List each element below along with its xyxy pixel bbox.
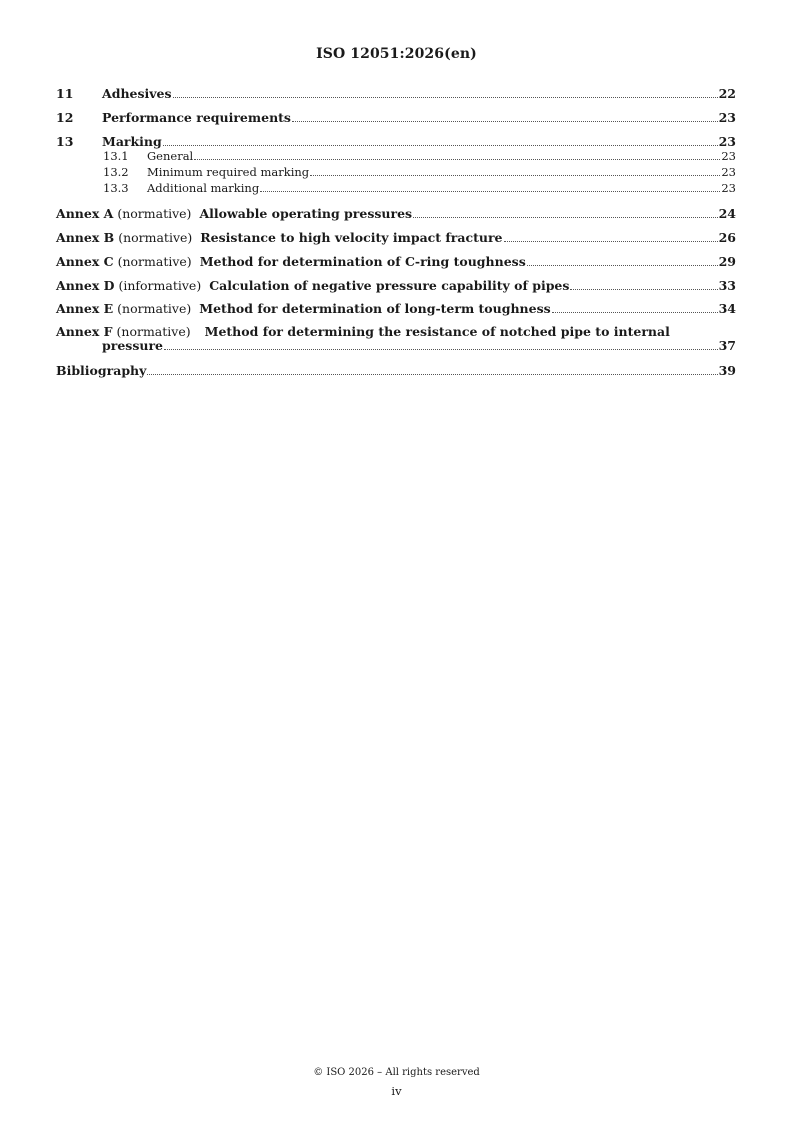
clause-title: Marking bbox=[102, 134, 162, 149]
annex-title-line-1: Method for determining the resistance of notched pipe to internal bbox=[204, 324, 670, 339]
subclause-number: 13.2 bbox=[103, 165, 129, 179]
annex-title: Calculation of negative pressure capability of pipes bbox=[209, 278, 570, 293]
toc-entry-subclause-13-3[interactable] bbox=[56, 182, 736, 195]
dot-leader bbox=[413, 216, 718, 218]
page-number: 39 bbox=[718, 363, 736, 378]
bibliography-title: Bibliography bbox=[56, 363, 147, 378]
annex-title: Resistance to high velocity impact fracture bbox=[200, 230, 503, 245]
annex-label: Annex A bbox=[56, 206, 114, 221]
dot-leader bbox=[194, 158, 720, 160]
dot-leader bbox=[163, 144, 718, 146]
annex-label: Annex E bbox=[56, 301, 114, 316]
page-number: 24 bbox=[718, 206, 736, 221]
toc-entry-annex-e[interactable] bbox=[56, 301, 736, 316]
annex-type: (normative) bbox=[117, 206, 192, 221]
dot-leader bbox=[147, 373, 717, 375]
annex-f-second-line bbox=[56, 339, 736, 353]
annex-label: Annex C bbox=[56, 254, 114, 269]
page-header-title: ISO 12051:2026(en) bbox=[316, 46, 477, 62]
annex-title-line-2: pressure bbox=[102, 338, 163, 353]
dot-leader bbox=[552, 311, 718, 313]
toc-entry-subclause-13-1[interactable] bbox=[56, 150, 736, 163]
annex-title: Allowable operating pressures bbox=[199, 206, 413, 221]
clause-number: 11 bbox=[56, 86, 74, 101]
toc-entry-annex-d[interactable] bbox=[56, 278, 736, 293]
toc-entry-clause-13[interactable] bbox=[56, 134, 736, 149]
toc-entry-clause-11[interactable] bbox=[56, 86, 736, 101]
dot-leader bbox=[504, 240, 718, 242]
page-number: 23 bbox=[721, 149, 736, 163]
annex-title: Method for determination of long-term toughness bbox=[199, 301, 551, 316]
annex-label: Annex D bbox=[56, 278, 115, 293]
annex-type: (normative) bbox=[116, 324, 191, 339]
annex-type: (informative) bbox=[118, 278, 202, 293]
annex-type: (normative) bbox=[118, 230, 193, 245]
page-number: 23 bbox=[718, 134, 736, 149]
page-number: 22 bbox=[718, 86, 736, 101]
copyright-notice: © ISO 2026 – All rights reserved bbox=[313, 1067, 480, 1078]
subclause-title: Additional marking bbox=[147, 181, 260, 195]
annex-f-first-line bbox=[56, 325, 736, 339]
clause-number: 13 bbox=[56, 134, 74, 149]
page-number-footer: iv bbox=[391, 1084, 402, 1098]
page-number: 33 bbox=[718, 278, 736, 293]
dot-leader bbox=[527, 264, 718, 266]
subclause-number: 13.1 bbox=[103, 149, 129, 163]
annex-type: (normative) bbox=[117, 254, 192, 269]
annex-title: Method for determination of C-ring toughness bbox=[199, 254, 526, 269]
page-number: 23 bbox=[721, 165, 736, 179]
clause-title: Performance requirements bbox=[102, 110, 291, 125]
clause-title: Adhesives bbox=[102, 86, 172, 101]
toc-entry-subclause-13-2[interactable] bbox=[56, 166, 736, 179]
toc-entry-clause-12[interactable] bbox=[56, 110, 736, 125]
toc-entry-annex-a[interactable] bbox=[56, 206, 736, 221]
page-number: 23 bbox=[721, 181, 736, 195]
page-number: 23 bbox=[718, 110, 736, 125]
dot-leader bbox=[260, 190, 720, 192]
page-number: 34 bbox=[718, 301, 736, 316]
clause-number: 12 bbox=[56, 110, 74, 125]
annex-label: Annex B bbox=[56, 230, 115, 245]
annex-label: Annex F bbox=[56, 324, 113, 339]
toc-entry-annex-c[interactable] bbox=[56, 254, 736, 269]
dot-leader bbox=[570, 288, 717, 290]
page-number: 26 bbox=[718, 230, 736, 245]
toc-entry-annex-f[interactable] bbox=[56, 325, 736, 353]
annex-type: (normative) bbox=[117, 301, 192, 316]
toc-entry-annex-b[interactable] bbox=[56, 230, 736, 245]
toc-entry-bibliography[interactable] bbox=[56, 363, 736, 378]
page-number: 37 bbox=[718, 338, 736, 353]
dot-leader bbox=[173, 96, 718, 98]
dot-leader bbox=[310, 174, 720, 176]
dot-leader bbox=[164, 348, 718, 350]
page-number: 29 bbox=[718, 254, 736, 269]
dot-leader bbox=[292, 120, 718, 122]
subclause-number: 13.3 bbox=[103, 181, 129, 195]
subclause-title: Minimum required marking bbox=[147, 165, 310, 179]
subclause-title: General bbox=[147, 149, 194, 163]
